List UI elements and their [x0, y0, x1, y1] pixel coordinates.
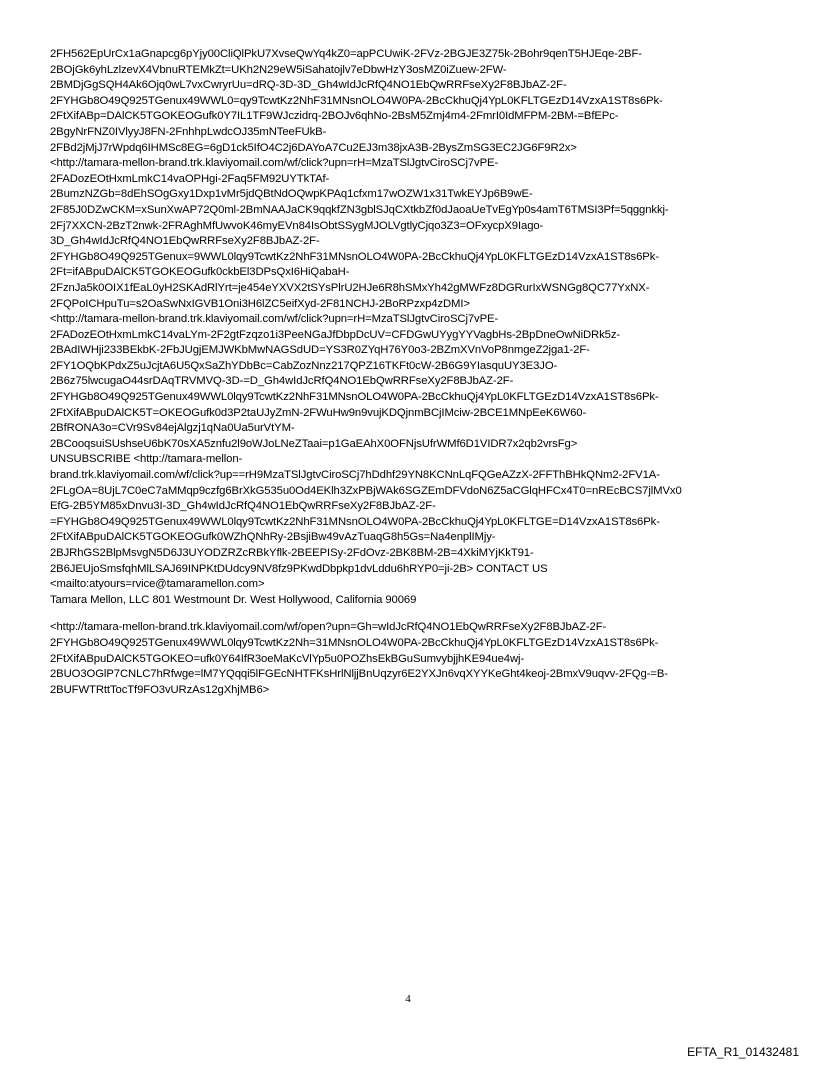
text-line: 2FY1OQbKPdxZ5uJcjtA6U5QxSaZhYDbBc=CabZozNnz217QPZ16TKFt0cW-2B6G9YIasquUY3E3JO- — [50, 359, 558, 372]
tracking-link[interactable]: <http://tamara-mellon-brand.trk.klaviyomail.com/wf/click?upn=rH=MzaTSlJgtvCiroSCj7vPE- — [50, 313, 499, 326]
text-line: 2FQPoICHpuTu=s2OaSwNxIGVB1Oni3H6lZC5eifXyd-2F81NCHJ-2BoRPzxp4zDMI> — [50, 297, 470, 310]
text-line: 2Fj7XXCN-2BzT2nwk-2FRAghMfUwvoK46myEVn84IsObtSSygMJOLVgtlyCjqo3Z3=OFxycpX9Iago- — [50, 219, 544, 232]
text-line: brand.trk.klaviyomail.com/wf/click?up==rH9MzaTSlJgtvCiroSCj7hDdhf29YN8KCNnLqFQGeAZzX-2FFThBHkQNm2-2FV1A- — [50, 469, 660, 482]
contact-email-link[interactable]: <mailto:atyours=rvice@tamaramellon.com> — [50, 578, 265, 591]
tracking-link[interactable]: <http://tamara-mellon-brand.trk.klaviyomail.com/wf/click?upn=rH=MzaTSlJgtvCiroSCj7vPE- — [50, 157, 499, 170]
text-line: 2BMDjGgSQH4Ak6Ojq0wL7vxCwryrUu=dRQ-3D-3D_Gh4wIdJcRfQ4NO1EbQwRRFseXy2F8BJbAZ-2F- — [50, 79, 567, 92]
text-line: 2BOjGk6yhLzlzevX4VbnuRTEMkZt=UKh2N29eW5iSahatojlv7eDbwHzY3osMZ0iZuew-2FW- — [50, 63, 507, 76]
text-line: 2BUFWTRttTocTf9FO3vURzAs12gXhjMB6> — [50, 683, 270, 696]
text-line: 2FtXifABpuDAlCK5TGOKEO=ufk0Y64IfR3oeMaKcVlYp5u0POZhsEkBGuSumvybjjhKE94ue4wj- — [50, 652, 525, 665]
text-line: 2FADozEOtHxmLmkC14vaOPHgi-2Faq5FM92UYTkTAf- — [50, 172, 330, 185]
text-line: 2FYHGb8O49Q925TGenux49WWL0lqy9TcwtKz2NhF31MNsnOLO4W0PA-2BcCkhuQj4YpL0KFLTGEzD14VzxA1ST8s6Pk- — [50, 391, 659, 404]
contact-us-link[interactable]: 2B6JEUjoSmsfqhMlLSAJ69INPKtDUdcy9NV8fz9PKwdDbpkp1dvLddu6hRYP0=ji-2B> CONTACT US — [50, 562, 548, 575]
text-line: 2BJRhGS2BlpMsvgN5D6J3UYODZRZcRBkYflk-2BEEPISy-2FdOvz-2BK8BM-2B=4XkiMYjKkT91- — [50, 547, 534, 559]
text-line: 2FH562EpUrCx1aGnapcg6pYjy00CliQlPkU7XvseQwYq4kZ0=apPCUwiK-2FVz-2BGJE3Z75k-2Bohr9qenT5HJEqe-2BF- — [50, 48, 642, 60]
text-line: 2FtXifABpuDAlCK5TGOKEOGufk0WZhQNhRy-2BsjiBw49vAzTuaqG8h5Gs=Na4enplIMjy- — [50, 531, 496, 544]
text-line: 2FYHGb8O49Q925TGenux=9WWL0lqy9TcwtKz2NhF31MNsnOLO4W0PA-2BcCkhuQj4YpL0KFLTGEzD14VzxA1ST8s6Pk- — [50, 250, 659, 263]
text-line: 2FLgOA=8UjL7C0eC7aMMqp9czfg6BrXkG535u0Od4EKlh3ZxPBjWAk6SGZEmDFVdoN6Z5aCGlqHFCx4T0=nREcBCS7jlMVx0 — [50, 484, 682, 497]
text-line: 2B6z75lwcugaO44srDAqTRVMVQ-3D-=D_Gh4wIdJcRfQ4NO1EbQwRRFseXy2F8BJbAZ-2F- — [50, 375, 514, 388]
text-line: 2FBd2jMjJ7rWpdq6IHMSc8EG=6gD1ck5IfO4C2j6DAYoA7Cu2EJ3m38jxA3B-2BysZmSG3EC2JG6F9R2x> — [50, 141, 577, 154]
text-line: 2BumzNZGb=8dEhSOgGxy1Dxp1vMr5jdQBtNdOQwpKPAq1cfxm17wOZW1x31TwkEYJp6B9wE- — [50, 188, 533, 201]
company-address: Tamara Mellon, LLC 801 Westmount Dr. West Hollywood, California 90069 — [50, 593, 417, 606]
blank-line — [50, 608, 785, 620]
email-body-text — [50, 47, 785, 698]
text-line: =FYHGb8O49Q925TGenux49WWL0lqy9TcwtKz2NhF31MNsnOLO4W0PA-2BcCkhuQj4YpL0KFLTGE=D14VzxA1ST8s6Pk- — [50, 515, 660, 528]
text-line: 2FtXifABpuDAlCK5T=OKEOGufk0d3P2taUJyZmN-2FWuHw9n9vujKDQjnmBCjIMciw-2BCE1MNpEeK6W60- — [50, 406, 587, 419]
text-line: 2BAdIWHji233BEkbK-2FbJUgjEMJWKbMwNAGSdUD=YS3R0ZYqH76Y0o3-2BZmXVnVoP8nmgeZ2jga1-2F- — [50, 344, 590, 357]
text-line: 2BUO3OGlP7CNLC7hRfwge=lM7YQqqi5lFGEcNHTFKsHrlNljjBnUqzyr6E2YXJn6vqXYYKeGht4keoj-2BmxV9uqvv-2FQg-=B- — [50, 668, 668, 681]
text-line: 2BgyNrFNZ0IVlyyJ8FN-2FnhhpLwdcOJ35mNTeeFUkB- — [50, 125, 327, 138]
text-line: 2FYHGb8O49Q925TGenux49WWL0=qy9TcwtKz2NhF31MNsnOLO4W0PA-2BcCkhuQj4YpL0KFLTGEzD14VzxA1ST8s6Pk- — [50, 94, 663, 107]
tracking-pixel-link[interactable]: <http://tamara-mellon-brand.trk.klaviyomail.com/wf/open?upn=Gh=wIdJcRfQ4NO1EbQwRRFseXy2F8BJbAZ-2F- — [50, 621, 607, 634]
text-line: EfG-2B5YM85xDnvu3I-3D_Gh4wIdJcRfQ4NO1EbQwRRFseXy2F8BJbAZ-2F- — [50, 500, 436, 513]
page-number: 4 — [405, 993, 411, 1005]
text-line: 2FADozEOtHxmLmkC14vaLYm-2F2gtFzqzo1i3PeeNGaJfDbpDcUV=CFDGwUYygYYVagbHs-2BpDneOwNiDRk5z- — [50, 328, 621, 341]
text-line: 2BfRONA3o=CVr9Sv84ejAlgzj1qNa0Ua5urVtYM- — [50, 422, 295, 435]
text-line: 3D_Gh4wIdJcRfQ4NO1EbQwRRFseXy2F8BJbAZ-2F- — [50, 235, 320, 248]
text-line: 2Ft=ifABpuDAlCK5TGOKEOGufk0ckbEl3DPsQxI6HiQabaH- — [50, 266, 350, 279]
text-line: 2BCooqsuiSUshseU6bK70sXA5znfu2l9oWJoLNeZTaai=p1GaEAhX0OFNjsUfrWMf6D1VIDR7x2qb2vrsFg> — [50, 437, 578, 450]
document-id: EFTA_R1_01432481 — [687, 1045, 799, 1059]
text-line: 2FtXifABp=DAlCK5TGOKEOGufk0Y7IL1TF9WJczidrq-2BOJv6qhNo-2BsM5Zmj4m4-2FmrI0IdMFPM-2BM-=BfEPc- — [50, 110, 619, 123]
text-line: 2FznJa5k0OIX1fEaL0yH2SKAdRlYrt=je454eYXVX2tSYsPlrU2HJe6R8hSMxYh42gMWFz8DGRurIxWSNGg8QC77YxNX- — [50, 281, 650, 294]
text-line: 2F85J0DZwCKM=xSunXwAP72Q0ml-2BmNAAJaCK9qqkfZN3gblSJqCXtkbZf0dJaoaUeTvEgYp0s4amT6TMSI3Pf=5qggnkkj- — [50, 203, 669, 216]
unsubscribe-link[interactable]: UNSUBSCRIBE <http://tamara-mellon- — [50, 453, 243, 466]
text-line: 2FYHGb8O49Q925TGenux49WWL0lqy9TcwtKz2Nh=31MNsnOLO4W0PA-2BcCkhuQj4YpL0KFLTGEzD14VzxA1ST8s6Pk- — [50, 636, 659, 649]
